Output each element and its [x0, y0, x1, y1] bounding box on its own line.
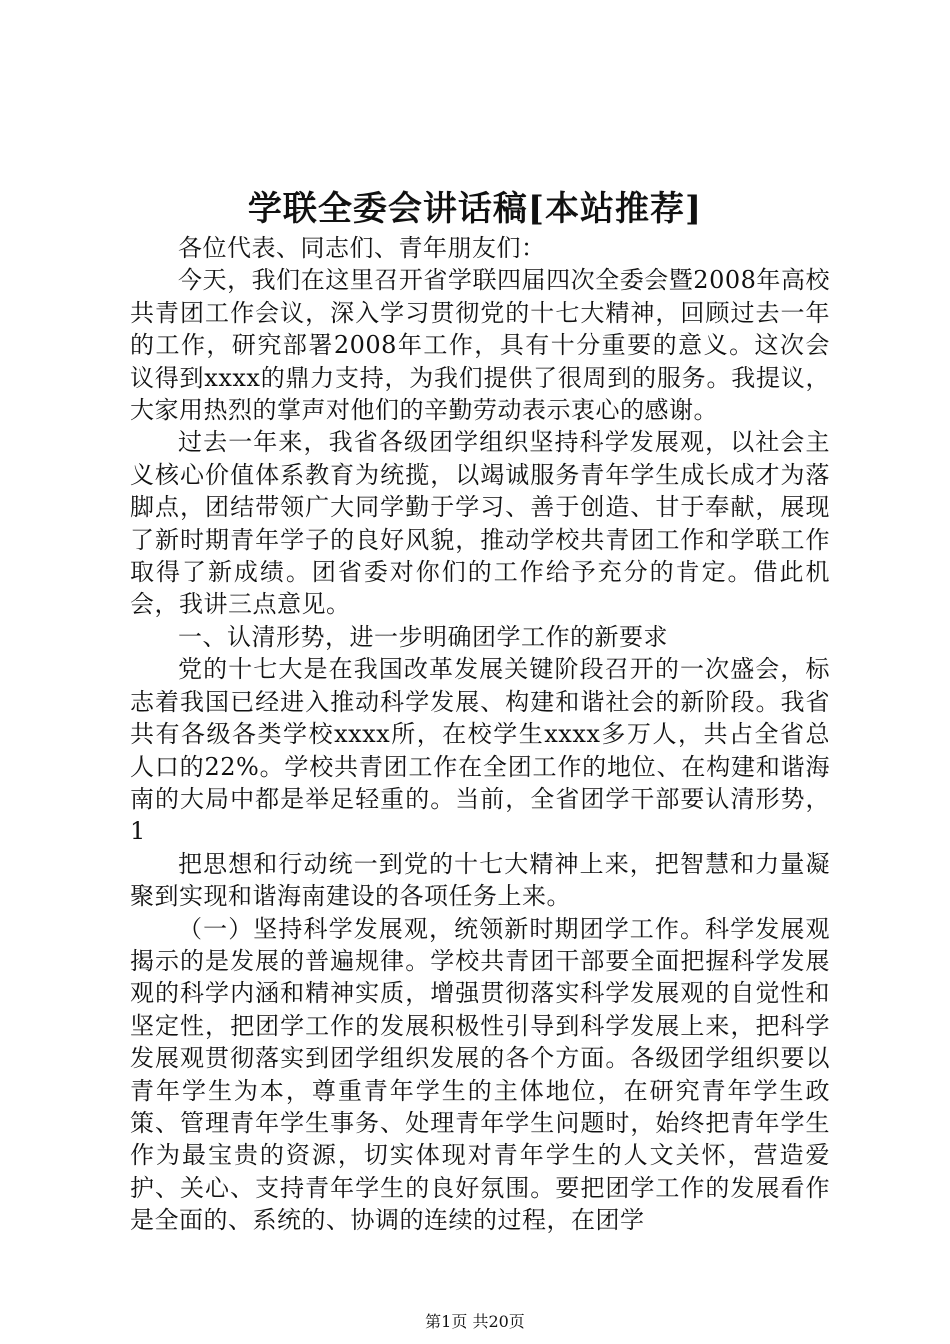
document-body: [130, 232, 830, 1237]
paragraph: 把思想和行动统一到党的十七大精神上来，把智慧和力量凝聚到实现和谐海南建设的各项任务上来。: [130, 849, 830, 911]
paragraph: 过去一年来，我省各级团学组织坚持科学发展观，以社会主义核心价值体系教育为统揽，以竭诚服务青年学生成长成才为落脚点，团结带领广大同学勤于学习、善于创造、甘于奉献，展现了新时期青年学子的良好风貌，推动学校共青团工作和学联工作取得了新成绩。团省委对你们的工作给予充分的肯定。借此机会，我讲三点意见。: [130, 428, 830, 619]
page-footer: 第1页 共20页: [425, 1312, 525, 1331]
paragraph: （一）坚持科学发展观，统领新时期团学工作。科学发展观揭示的是发展的普遍规律。学校共青团干部要全面把握科学发展观的科学内涵和精神实质，增强贯彻落实科学发展观的自觉性和坚定性，把团学工作的发展积极性引导到科学发展上来，把科学发展观贯彻落实到团学组织发展的各个方面。各级团学组织要以青年学生为本，尊重青年学生的主体地位，在研究青年学生政策、管理青年学生事务、处理青年学生问题时，始终把青年学生作为最宝贵的资源，切实体现对青年学生的人文关怀，营造爱护、关心、支持青年学生的良好氛围。要把团学工作的发展看作是全面的、系统的、协调的连续的过程，在团学: [130, 914, 830, 1235]
document-title: 学联全委会讲话稿[本站推荐]: [247, 189, 703, 229]
paragraph: 党的十七大是在我国改革发展关键阶段召开的一次盛会，标志着我国已经进入推动科学发展、构建和谐社会的新阶段。我省共有各级各类学校xxxx所，在校学生xxxx多万人，共占全省总人口的22%。学校共青团工作在全团工作的地位、在构建和谐海南的大局中都是举足轻重的。当前，全省团学干部要认清形势，1: [130, 655, 830, 846]
paragraph: 今天，我们在这里召开省学联四届四次全委会暨2008年高校共青团工作会议，深入学习贯彻党的十七大精神，回顾过去一年的工作，研究部署2008年工作，具有十分重要的意义。这次会议得到xxxx的鼎力支持，为我们提供了很周到的服务。我提议，大家用热烈的掌声对他们的辛勤劳动表示衷心的感谢。: [130, 266, 830, 425]
section-heading: 一、认清形势，进一步明确团学工作的新要求: [178, 622, 668, 651]
paragraph-salutation: 各位代表、同志们、青年朋友们：: [178, 234, 546, 262]
